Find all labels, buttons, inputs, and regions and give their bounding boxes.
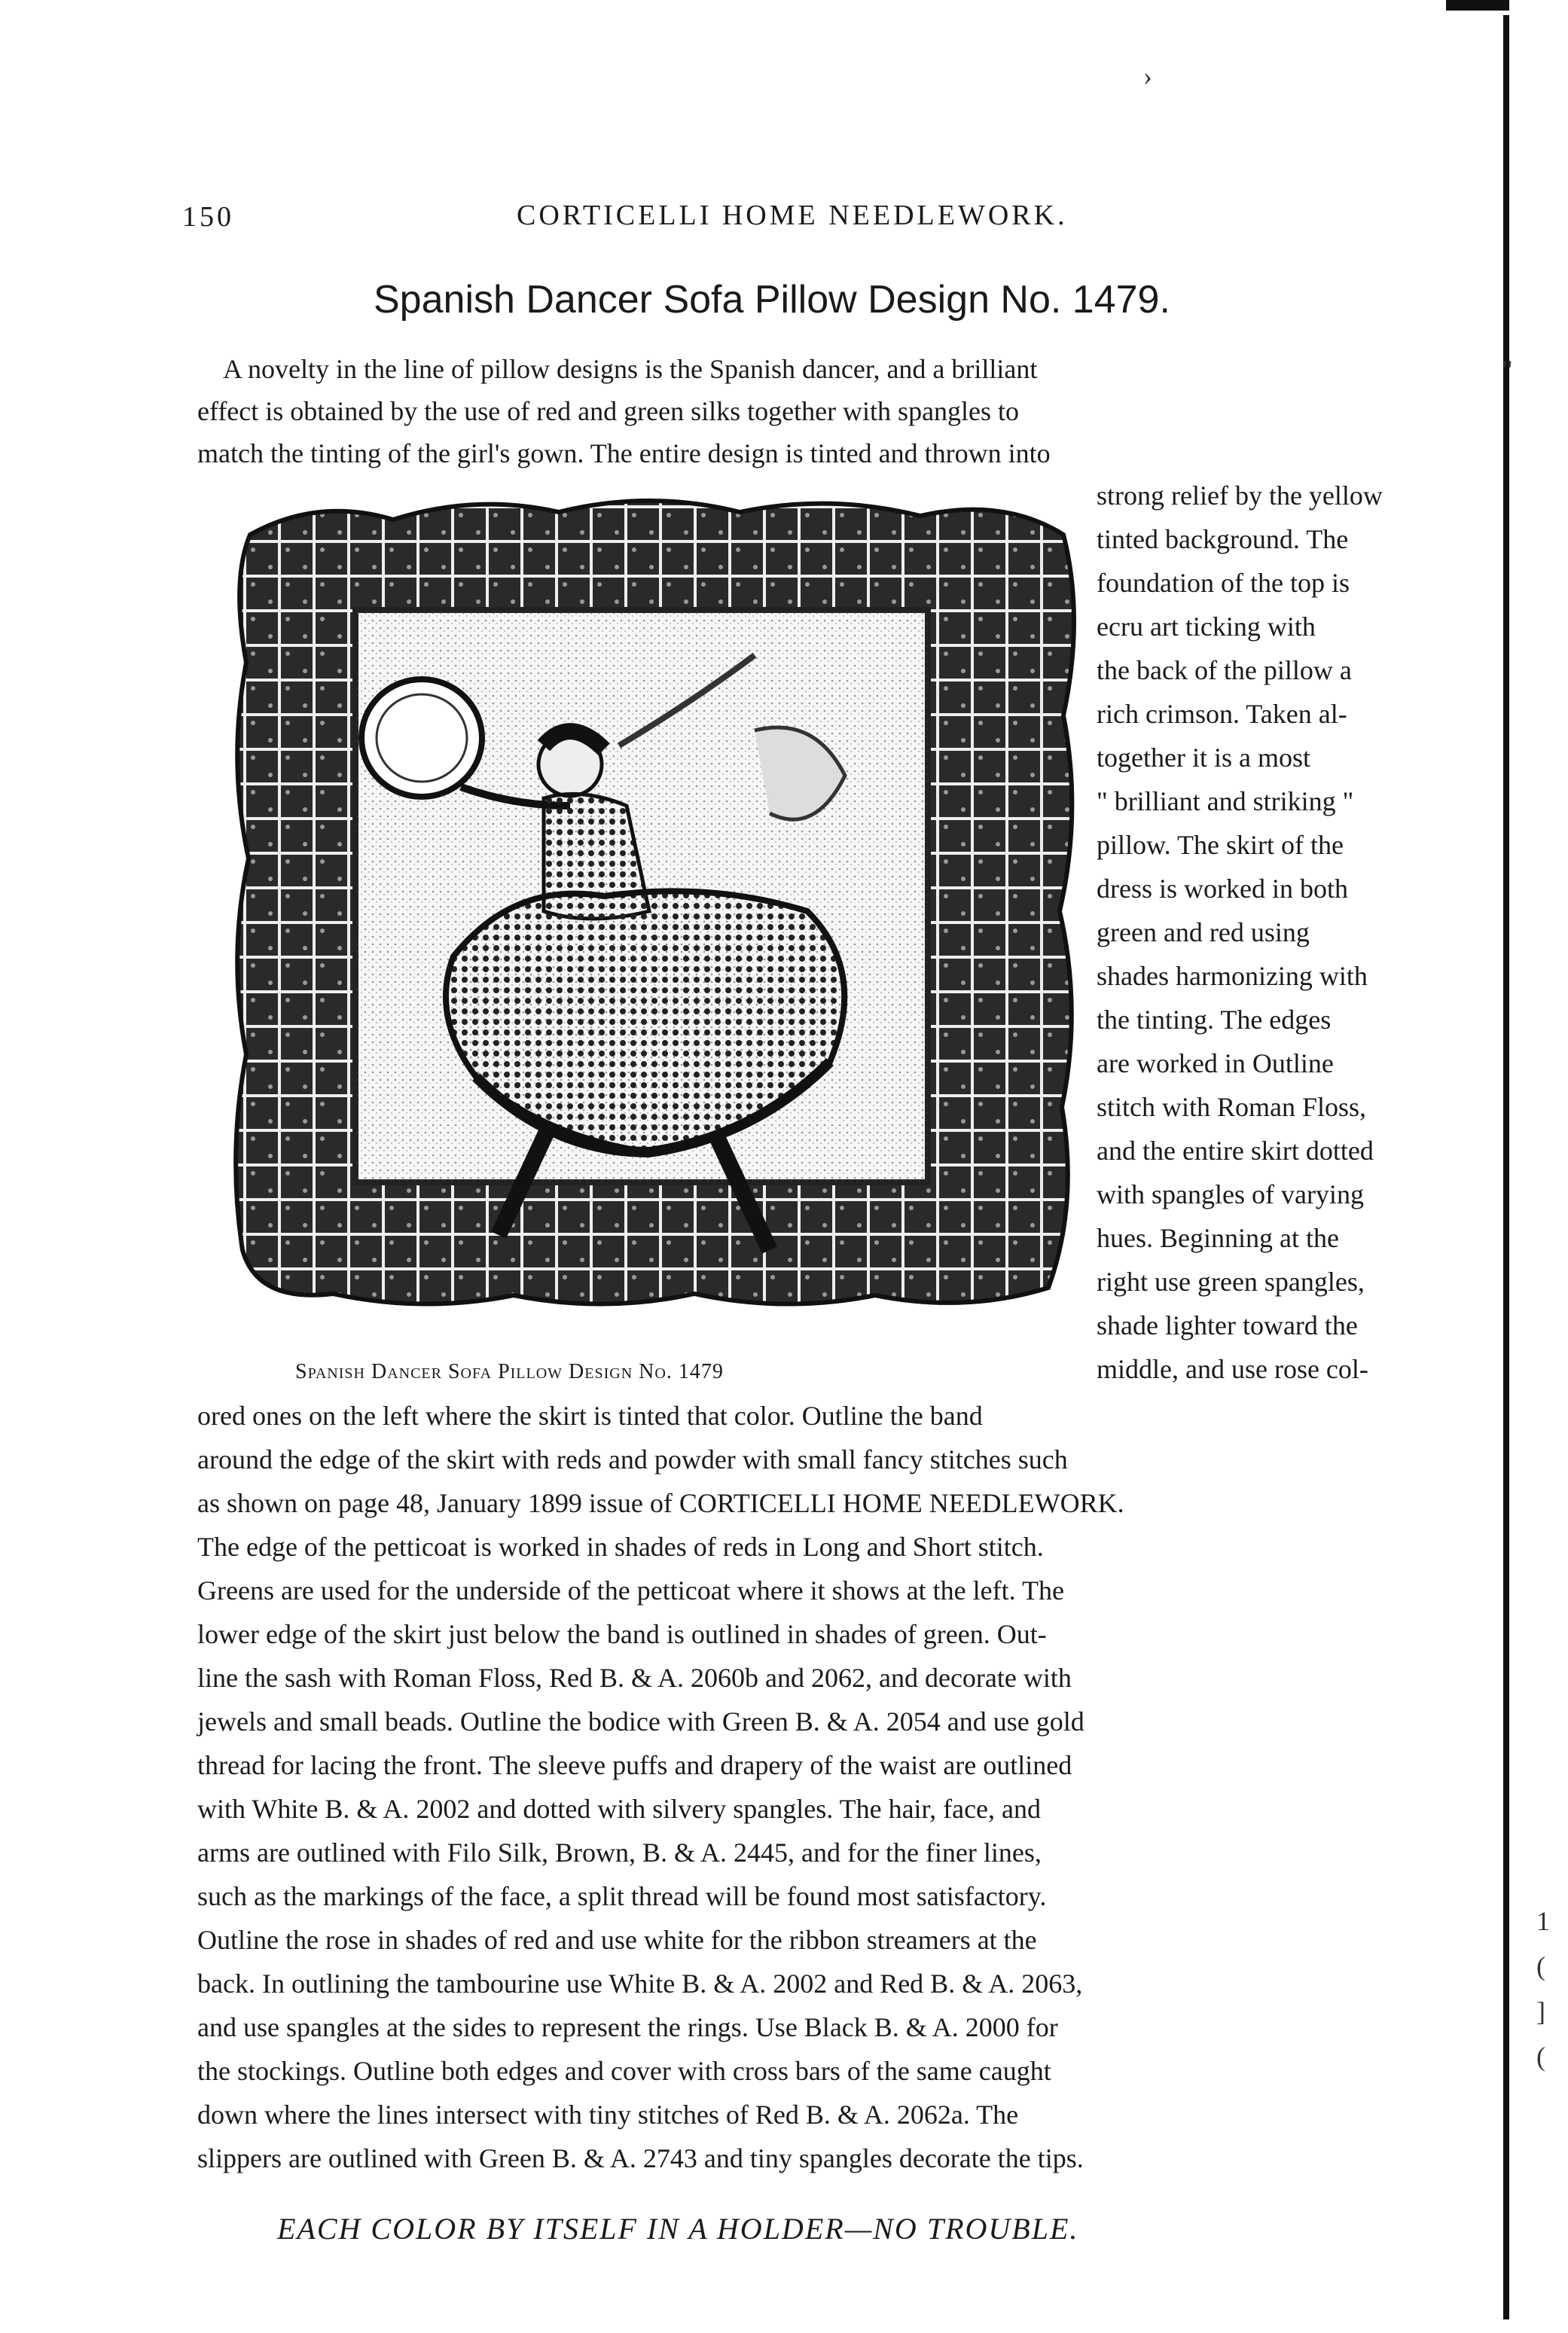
side-text-line: strong relief by the yellow — [1097, 480, 1383, 511]
side-text-line: foundation of the top is — [1097, 568, 1350, 598]
footer-slogan: EACH COLOR BY ITSELF IN A HOLDER—NO TROUBLE. — [277, 2212, 1079, 2246]
side-text-line: with spangles of varying — [1097, 1179, 1364, 1209]
intro-line: match the tinting of the girl's gown. The entire design is tinted and thrown into — [197, 438, 1051, 468]
page-title: Spanish Dancer Sofa Pillow Design No. 1479. — [374, 278, 1170, 322]
side-text-line: pillow. The skirt of the — [1097, 830, 1344, 860]
body-text-line: jewels and small beads. Outline the bodice with Green B. & A. 2054 and use gold — [197, 1706, 1084, 1737]
side-text-line: ecru art ticking with — [1097, 611, 1316, 642]
side-text-line: and the entire skirt dotted — [1097, 1136, 1374, 1166]
body-text-line: thread for lacing the front. The sleeve puffs and drapery of the waist are outlined — [197, 1750, 1072, 1780]
side-text-line: middle, and use rose col- — [1097, 1354, 1368, 1384]
body-text-line: arms are outlined with Filo Silk, Brown, B. & A. 2445, and for the finer lines, — [197, 1837, 1042, 1868]
side-text-line: rich crimson. Taken al- — [1097, 699, 1347, 729]
body-text-line: back. In outlining the tambourine use White B. & A. 2002 and Red B. & A. 2063, — [197, 1969, 1083, 1999]
body-text-line: as shown on page 48, January 1899 issue of CORTICELLI HOME NEEDLEWORK. — [197, 1488, 1124, 1518]
body-text-line: Greens are used for the underside of the petticoat where it shows at the left. The — [197, 1575, 1064, 1606]
scan-mark: › — [1143, 61, 1152, 91]
scan-mark: ( — [1536, 1951, 1545, 1981]
figure-caption: Spanish Dancer Sofa Pillow Design No. 1479 — [295, 1360, 724, 1383]
body-text-line: with White B. & A. 2002 and dotted with silvery spangles. The hair, face, and — [197, 1794, 1042, 1824]
side-text-line: stitch with Roman Floss, — [1097, 1092, 1367, 1122]
side-text-line: hues. Beginning at the — [1097, 1223, 1339, 1253]
side-text-line: " brilliant and striking " — [1097, 786, 1354, 816]
body-text-line: the stockings. Outline both edges and cover with cross bars of the same caught — [197, 2056, 1051, 2086]
scan-mark: " — [1502, 355, 1513, 385]
body-text-line: and use spangles at the sides to represent the rings. Use Black B. & A. 2000 for — [197, 2012, 1058, 2042]
side-text-line: are worked in Outline — [1097, 1048, 1334, 1078]
side-text-line: tinted background. The — [1097, 524, 1349, 554]
body-text-line: Outline the rose in shades of red and use white for the ribbon streamers at the — [197, 1925, 1037, 1955]
page-number: 150 — [182, 201, 234, 233]
side-text-line: dress is worked in both — [1097, 874, 1348, 904]
body-text-line: such as the markings of the face, a split thread will be found most satisfactory. — [197, 1881, 1047, 1911]
page-edge-rule-top — [1446, 0, 1509, 11]
body-text-line: around the edge of the skirt with reds and powder with small fancy stitches such — [197, 1444, 1068, 1475]
scan-mark: 1 — [1536, 1906, 1550, 1936]
side-text-line: right use green spangles, — [1097, 1267, 1365, 1297]
side-text-line: shade lighter toward the — [1097, 1310, 1358, 1340]
side-text-line: the tinting. The edges — [1097, 1005, 1332, 1035]
intro-line: A novelty in the line of pillow designs is the Spanish dancer, and a brilliant — [223, 354, 1038, 384]
side-text-line: green and red using — [1097, 917, 1310, 947]
side-text-line: shades harmonizing with — [1097, 961, 1368, 991]
body-text-line: line the sash with Roman Floss, Red B. & A. 2060b and 2062, and decorate with — [197, 1663, 1072, 1693]
pillow-illustration — [227, 489, 1084, 1313]
scan-mark: ( — [1536, 2042, 1545, 2072]
body-text-line: lower edge of the skirt just below the band is outlined in shades of green. Out- — [197, 1619, 1047, 1649]
body-text-line: down where the lines intersect with tiny stitches of Red B. & A. 2062a. The — [197, 2100, 1019, 2130]
body-text-line: ored ones on the left where the skirt is tinted that color. Outline the band — [197, 1401, 983, 1431]
running-head: CORTICELLI HOME NEEDLEWORK. — [517, 200, 1068, 231]
body-text-line: The edge of the petticoat is worked in shades of reds in Long and Short stitch. — [197, 1532, 1044, 1562]
side-text-line: the back of the pillow a — [1097, 655, 1352, 685]
intro-line: effect is obtained by the use of red and green silks together with spangles to — [197, 396, 1020, 426]
scan-mark: ] — [1536, 1996, 1545, 2027]
body-text-line: slippers are outlined with Green B. & A. 2743 and tiny spangles decorate the tips. — [197, 2143, 1084, 2173]
side-text-line: together it is a most — [1097, 743, 1310, 773]
